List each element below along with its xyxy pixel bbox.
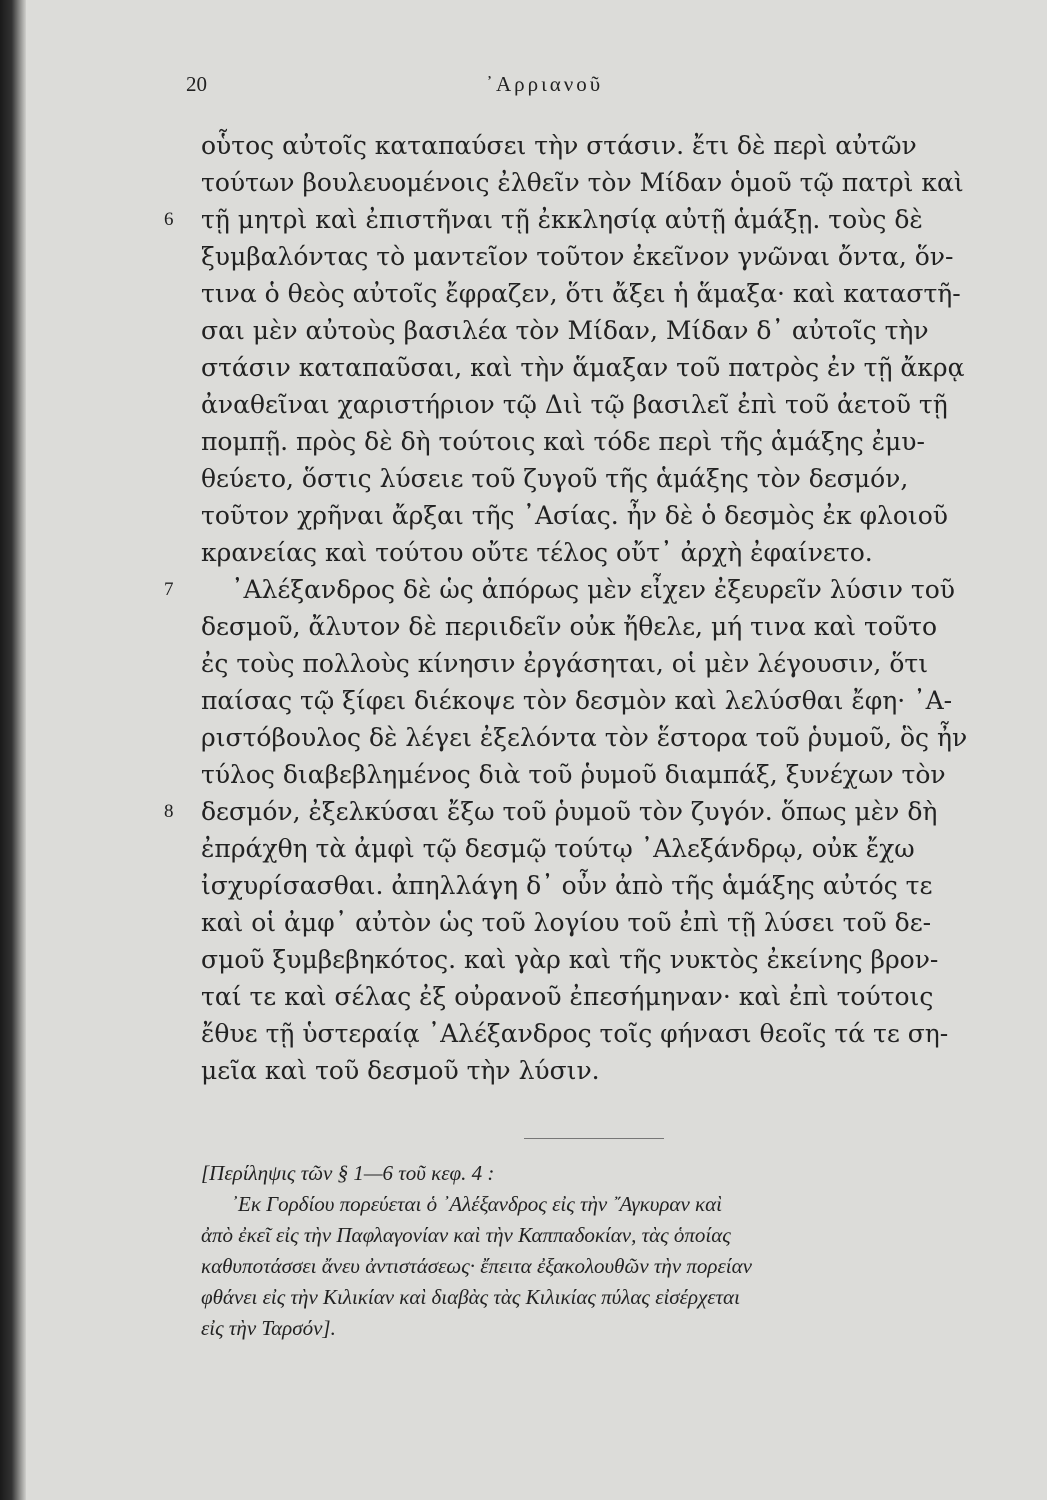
text-line [176, 275, 976, 312]
line-text: τούτων βουλευομένοις ἐλθεῖν τὸν Μίδαν ὁμοῦ τῷ πατρὶ καὶ [201, 168, 964, 197]
text-line [176, 719, 976, 756]
line-text: πομπῇ. πρὸς δὲ δὴ τούτοις καὶ τόδε περὶ τῆς ἁμάξης ἐμυ- [201, 427, 925, 456]
text-line [176, 941, 976, 978]
footnote-line: [Περίληψις τῶν § 1—6 τοῦ κεφ. 4 : [201, 1161, 495, 1185]
line-text: δεσμόν, ἐξελκύσαι ἔξω τοῦ ῥυμοῦ τὸν ζυγόν. ὅπως μὲν δὴ [201, 797, 938, 826]
line-text: στάσιν καταπαῦσαι, καὶ τὴν ἅμαξαν τοῦ πατρὸς ἐν τῇ ἄκρᾳ [201, 353, 965, 382]
text-line [176, 867, 976, 904]
text-line [176, 497, 976, 534]
footnote-summary [201, 1158, 1011, 1344]
line-text: δεσμοῦ, ἄλυτον δὲ περιιδεῖν οὐκ ἤθελε, μή τινα καὶ τοῦτο [201, 612, 937, 641]
main-text [164, 127, 976, 1089]
text-line [176, 1052, 976, 1089]
text-line [176, 349, 976, 386]
footnote-line: ᾿Εκ Γορδίου πορεύεται ὁ ᾿Αλέξανδρος εἰς τὴν ῎Αγκυραν καὶ [231, 1192, 722, 1216]
book-page [26, 0, 1047, 1500]
line-text: τοῦτον χρῆναι ἄρξαι τῆς ᾿Ασίας. ἦν δὲ ὁ δεσμὸς ἐκ φλοιοῦ [201, 501, 948, 530]
line-text: σμοῦ ξυμβεβηκότος. καὶ γὰρ καὶ τῆς νυκτὸς ἐκείνης βρον- [201, 945, 939, 974]
text-line [164, 793, 976, 830]
text-line [176, 1015, 976, 1052]
text-line [176, 386, 976, 423]
line-text: οὗτος αὐτοῖς καταπαύσει τὴν στάσιν. ἔτι δὲ περὶ αὐτῶν [201, 131, 917, 160]
section-marginal-number: 8 [164, 801, 174, 822]
footnote-separator [524, 1138, 664, 1139]
line-text: ἰσχυρίσασθαι. ἀπηλλάγη δ᾿ οὖν ἀπὸ τῆς ἁμάξης αὐτός τε [201, 871, 933, 900]
text-line [176, 756, 976, 793]
line-text: τινα ὁ θεὸς αὐτοῖς ἔφραζεν, ὅτι ἄξει ἡ ἅμαξα· καὶ καταστῆ- [201, 279, 961, 308]
line-text: ᾿Αλέξανδρος δὲ ὡς ἀπόρως μὲν εἶχεν ἐξευρεῖν λύσιν τοῦ [231, 575, 955, 604]
line-text: μεῖα καὶ τοῦ δεσμοῦ τὴν λύσιν. [201, 1056, 600, 1085]
page-header [26, 72, 1047, 102]
text-line [176, 904, 976, 941]
line-text: τῇ μητρὶ καὶ ἐπιστῆναι τῇ ἐκκλησίᾳ αὐτῇ ἁμάξῃ. τοὺς δὲ [201, 205, 923, 234]
running-head: ᾿Αρριανοῦ [486, 72, 604, 96]
text-line [176, 312, 976, 349]
text-line [176, 238, 976, 275]
footnote-line: φθάνει εἰς τὴν Κιλικίαν καὶ διαβὰς τὰς Κιλικίας πύλας εἰσέρχεται [201, 1285, 740, 1309]
line-text: ξυμβαλόντας τὸ μαντεῖον τοῦτον ἐκεῖνον γνῶναι ὄντα, ὅν- [201, 242, 954, 271]
section-marginal-number: 6 [164, 209, 174, 230]
text-line [176, 608, 976, 645]
line-text: παίσας τῷ ξίφει διέκοψε τὸν δεσμὸν καὶ λελύσθαι ἔφη· ᾿Α- [201, 686, 953, 715]
line-text: καὶ οἱ ἀμφ᾿ αὐτὸν ὡς τοῦ λογίου τοῦ ἐπὶ τῇ λύσει τοῦ δε- [201, 908, 932, 937]
footnote-line: καθυποτάσσει ἄνευ ἀντιστάσεως· ἔπειτα ἐξακολουθῶν τὴν πορείαν [201, 1254, 752, 1278]
text-line [176, 645, 976, 682]
text-line [164, 201, 976, 238]
line-text: σαι μὲν αὐτοὺς βασιλέα τὸν Μίδαν, Μίδαν δ᾿ αὐτοῖς τὴν [201, 316, 929, 345]
page-number: 20 [186, 72, 207, 96]
text-line [164, 571, 976, 608]
footnote-line: εἰς τὴν Ταρσόν]. [201, 1316, 336, 1340]
line-text: κρανείας καὶ τούτου οὔτε τέλος οὔτ᾿ ἀρχὴ ἐφαίνετο. [201, 538, 873, 567]
text-line [176, 423, 976, 460]
footnote-line: ἀπὸ ἐκεῖ εἰς τὴν Παφλαγονίαν καὶ τὴν Καππαδοκίαν, τὰς ὁποίας [201, 1223, 731, 1247]
text-line [176, 127, 976, 164]
line-text: ριστόβουλος δὲ λέγει ἐξελόντα τὸν ἕστορα τοῦ ῥυμοῦ, ὃς ἦν [201, 723, 968, 752]
line-text: τύλος διαβεβλημένος διὰ τοῦ ῥυμοῦ διαμπάξ, ξυνέχων τὸν [201, 760, 946, 789]
line-text: θεύετο, ὅστις λύσειε τοῦ ζυγοῦ τῆς ἁμάξης τὸν δεσμόν, [201, 464, 909, 493]
line-text: ἔθυε τῇ ὑστεραίᾳ ᾿Αλέξανδρος τοῖς φήνασι θεοῖς τά τε ση- [201, 1019, 949, 1048]
section-marginal-number: 7 [164, 579, 174, 600]
line-text: ταί τε καὶ σέλας ἐξ οὐρανοῦ ἐπεσήμηναν· καὶ ἐπὶ τούτοις [201, 982, 934, 1011]
book-gutter-edge [0, 0, 26, 1500]
text-line [176, 534, 976, 571]
text-line [176, 164, 976, 201]
line-text: ἐπράχθη τὰ ἀμφὶ τῷ δεσμῷ τούτῳ ᾿Αλεξάνδρῳ, οὐκ ἔχω [201, 834, 915, 863]
text-line [176, 830, 976, 867]
line-text: ἀναθεῖναι χαριστήριον τῷ Διὶ τῷ βασιλεῖ ἐπὶ τοῦ ἀετοῦ τῇ [201, 390, 948, 419]
text-line [176, 682, 976, 719]
text-line [176, 978, 976, 1015]
text-line [176, 460, 976, 497]
line-text: ἐς τοὺς πολλοὺς κίνησιν ἐργάσηται, οἱ μὲν λέγουσιν, ὅτι [201, 649, 929, 678]
